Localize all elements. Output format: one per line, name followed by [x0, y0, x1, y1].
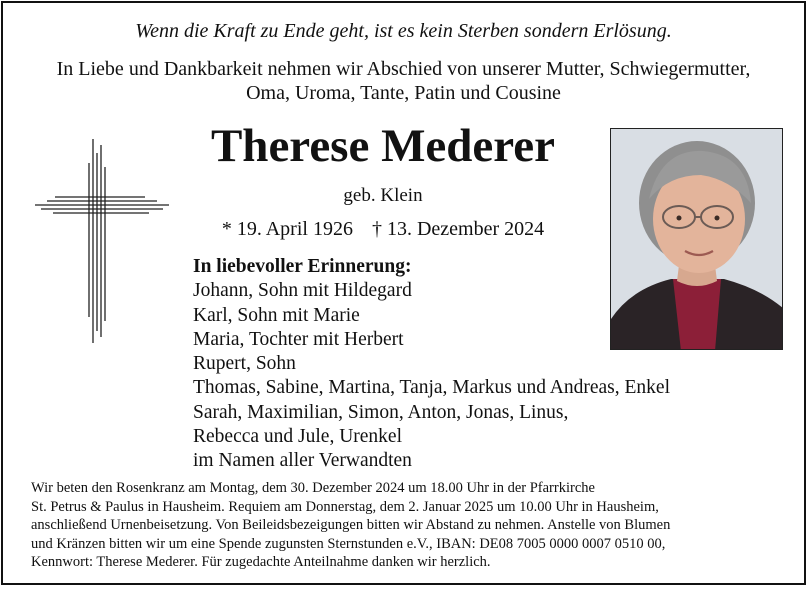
life-dates: [163, 218, 603, 241]
intro-line: In Liebe und Dankbarkeit nehmen wir Abschied von unserer Mutter, Schwiegermutter,: [56, 58, 751, 80]
footer-line: Wir beten den Rosenkranz am Montag, dem 30. Dezember 2024 um 18.00 Uhr in der Pfarrkirche: [31, 480, 595, 496]
footer-line: anschließend Urnenbeisetzung. Von Beileidsbezeigungen bitten wir Abstand zu nehmen. Anstelle von Blumen: [31, 517, 671, 534]
mourners-list: [193, 255, 670, 474]
death-date: † 13. Dezember 2024: [371, 218, 545, 240]
service-details: [31, 479, 791, 572]
footer-line: Kennwort: Therese Mederer. Für zugedachte Anteilnahme danken wir herzlich.: [31, 554, 491, 571]
deceased-name: Therese Mederer: [210, 120, 556, 172]
mourner-line: Karl, Sohn mit Marie: [193, 304, 360, 326]
birth-name: geb. Klein: [343, 185, 423, 206]
mourner-line: Rebecca und Jule, Urenkel: [193, 426, 402, 448]
mourner-line: im Namen aller Verwandten: [193, 450, 412, 472]
motto: Wenn die Kraft zu Ende geht, ist es kein Sterben sondern Erlösung.: [135, 20, 672, 42]
mourners-heading: In liebevoller Erinnerung:: [193, 256, 412, 277]
intro-line: Oma, Uroma, Tante, Patin und Cousine: [246, 82, 561, 104]
mourner-line: Rupert, Sohn: [193, 353, 296, 375]
footer-line: St. Petrus & Paulus in Hausheim. Requiem am Donnerstag, dem 2. Januar 2025 um 10.00 Uhr in Hausheim,: [31, 498, 659, 515]
cross-icon: [33, 131, 173, 351]
obituary-notice: [1, 1, 806, 585]
mourner-line: Thomas, Sabine, Martina, Tanja, Markus und Andreas, Enkel: [193, 377, 671, 399]
mourner-line: Sarah, Maximilian, Simon, Anton, Jonas, Linus,: [193, 401, 569, 423]
birth-date: * 19. April 1926: [221, 218, 353, 240]
mourner-line: Maria, Tochter mit Herbert: [193, 328, 404, 350]
footer-line: und Kränzen bitten wir um eine Spende zugunsten Sternstunden e.V., IBAN: DE08 7005 0000 0007 0510 00,: [31, 535, 666, 552]
mourner-line: Johann, Sohn mit Hildegard: [193, 280, 412, 302]
intro-text: [3, 57, 804, 105]
